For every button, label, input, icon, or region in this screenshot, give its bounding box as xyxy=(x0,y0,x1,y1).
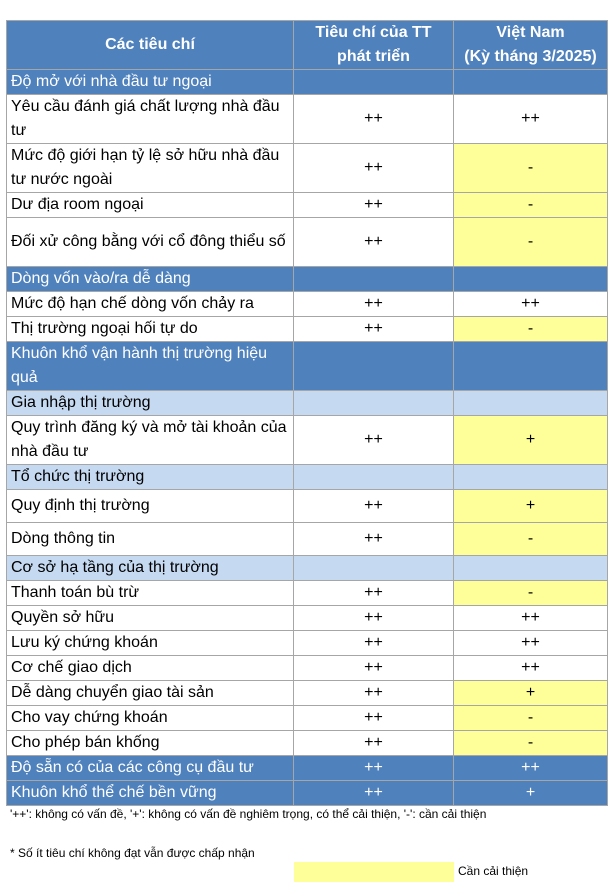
developed-market-value xyxy=(294,342,454,391)
developed-market-value: ++ xyxy=(294,631,454,656)
criterion-label: Gia nhập thị trường xyxy=(7,391,294,416)
developed-market-value: ++ xyxy=(294,606,454,631)
criterion-label: Độ mở với nhà đầu tư ngoại xyxy=(7,70,294,95)
developed-market-value xyxy=(294,391,454,416)
developed-market-value: ++ xyxy=(294,681,454,706)
developed-market-value: ++ xyxy=(294,523,454,556)
header-developed-market xyxy=(294,21,454,70)
header-vietnam-line2: (Kỳ tháng 3/2025) xyxy=(464,48,597,65)
group-row xyxy=(7,556,608,581)
developed-market-value: ++ xyxy=(294,292,454,317)
table-row xyxy=(7,731,608,756)
vietnam-value: ++ xyxy=(454,606,608,631)
group-row xyxy=(7,465,608,490)
developed-market-value: ++ xyxy=(294,656,454,681)
criterion-label: Dòng vốn vào/ra dễ dàng xyxy=(7,267,294,292)
developed-market-value: ++ xyxy=(294,781,454,806)
developed-market-value xyxy=(294,267,454,292)
criterion-label: Dễ dàng chuyển giao tài sản xyxy=(7,681,294,706)
table-row xyxy=(7,292,608,317)
table-row xyxy=(7,523,608,556)
group-row xyxy=(7,342,608,391)
vietnam-value xyxy=(454,267,608,292)
criterion-label: Khuôn khổ thể chế bền vững xyxy=(7,781,294,806)
developed-market-value: ++ xyxy=(294,756,454,781)
criterion-label: Cơ sở hạ tầng của thị trường xyxy=(7,556,294,581)
header-vietnam-line1: Việt Nam xyxy=(496,24,565,41)
vietnam-value xyxy=(454,70,608,95)
criteria-table xyxy=(6,20,608,806)
table-row xyxy=(7,416,608,465)
developed-market-value: ++ xyxy=(294,144,454,193)
vietnam-value: - xyxy=(454,218,608,267)
vietnam-value: ++ xyxy=(454,756,608,781)
developed-market-value: ++ xyxy=(294,218,454,267)
vietnam-value: + xyxy=(454,681,608,706)
criterion-label: Quy định thị trường xyxy=(7,490,294,523)
table-header-row xyxy=(7,21,608,70)
developed-market-value: ++ xyxy=(294,490,454,523)
criterion-label: Mức độ hạn chế dòng vốn chảy ra xyxy=(7,292,294,317)
vietnam-value xyxy=(454,391,608,416)
header-vietnam xyxy=(454,21,608,70)
developed-market-value: ++ xyxy=(294,95,454,144)
table-row xyxy=(7,681,608,706)
criterion-label: Cho vay chứng khoán xyxy=(7,706,294,731)
criterion-label: Lưu ký chứng khoán xyxy=(7,631,294,656)
header-developed-line1: Tiêu chí của TT xyxy=(315,24,432,41)
criterion-label: Đối xử công bằng với cổ đông thiểu số xyxy=(7,218,294,267)
vietnam-value: + xyxy=(454,490,608,523)
table-row xyxy=(7,490,608,523)
criterion-label: Quyền sở hữu xyxy=(7,606,294,631)
developed-market-value xyxy=(294,556,454,581)
criterion-label: Thanh toán bù trừ xyxy=(7,581,294,606)
header-developed-line2: phát triển xyxy=(337,48,410,65)
criterion-label: Dư địa room ngoại xyxy=(7,193,294,218)
table-row xyxy=(7,317,608,342)
legend-note: '++': không có vấn đề, '+': không có vấn đề nghiêm trọng, có thể cải thiện, '-': cần cải thiện xyxy=(10,807,487,821)
developed-market-value xyxy=(294,70,454,95)
vietnam-value xyxy=(454,465,608,490)
vietnam-value: - xyxy=(454,523,608,556)
developed-market-value: ++ xyxy=(294,317,454,342)
vietnam-value: - xyxy=(454,581,608,606)
header-criteria: Các tiêu chí xyxy=(7,21,294,70)
vietnam-value: + xyxy=(454,781,608,806)
vietnam-value: - xyxy=(454,144,608,193)
table-row xyxy=(7,95,608,144)
criterion-label: Tổ chức thị trường xyxy=(7,465,294,490)
footnote: * Số ít tiêu chí không đạt vẫn được chấp nhận xyxy=(10,846,255,860)
criterion-label: Độ sẵn có của các công cụ đầu tư xyxy=(7,756,294,781)
criterion-label: Thị trường ngoại hối tự do xyxy=(7,317,294,342)
vietnam-value: + xyxy=(454,416,608,465)
vietnam-value: ++ xyxy=(454,656,608,681)
developed-market-value: ++ xyxy=(294,731,454,756)
criterion-label: Cho phép bán khống xyxy=(7,731,294,756)
vietnam-value: ++ xyxy=(454,95,608,144)
table-body xyxy=(7,70,608,806)
table-row xyxy=(7,193,608,218)
criterion-label: Quy trình đăng ký và mở tài khoản của nhà đầu tư xyxy=(7,416,294,465)
group-row xyxy=(7,267,608,292)
group-row xyxy=(7,70,608,95)
vietnam-value: - xyxy=(454,193,608,218)
developed-market-value: ++ xyxy=(294,706,454,731)
vietnam-value xyxy=(454,556,608,581)
group-row xyxy=(7,391,608,416)
vietnam-value: ++ xyxy=(454,631,608,656)
developed-market-value: ++ xyxy=(294,416,454,465)
group-row xyxy=(7,756,608,781)
developed-market-value xyxy=(294,465,454,490)
criterion-label: Dòng thông tin xyxy=(7,523,294,556)
criterion-label: Cơ chế giao dịch xyxy=(7,656,294,681)
table-row xyxy=(7,706,608,731)
vietnam-value: - xyxy=(454,731,608,756)
table-row xyxy=(7,581,608,606)
improve-color-swatch xyxy=(294,862,454,882)
criterion-label: Mức độ giới hạn tỷ lệ sở hữu nhà đầu tư nước ngoài xyxy=(7,144,294,193)
vietnam-value xyxy=(454,342,608,391)
criterion-label: Khuôn khổ vận hành thị trường hiệu quả xyxy=(7,342,294,391)
table-row xyxy=(7,631,608,656)
criterion-label: Yêu cầu đánh giá chất lượng nhà đầu tư xyxy=(7,95,294,144)
table-row xyxy=(7,656,608,681)
vietnam-value: ++ xyxy=(454,292,608,317)
developed-market-value: ++ xyxy=(294,581,454,606)
developed-market-value: ++ xyxy=(294,193,454,218)
improve-swatch-label: Cần cải thiện xyxy=(458,864,529,878)
vietnam-value: - xyxy=(454,706,608,731)
table-row xyxy=(7,606,608,631)
vietnam-value: - xyxy=(454,317,608,342)
table-row xyxy=(7,144,608,193)
group-row xyxy=(7,781,608,806)
table-row xyxy=(7,218,608,267)
